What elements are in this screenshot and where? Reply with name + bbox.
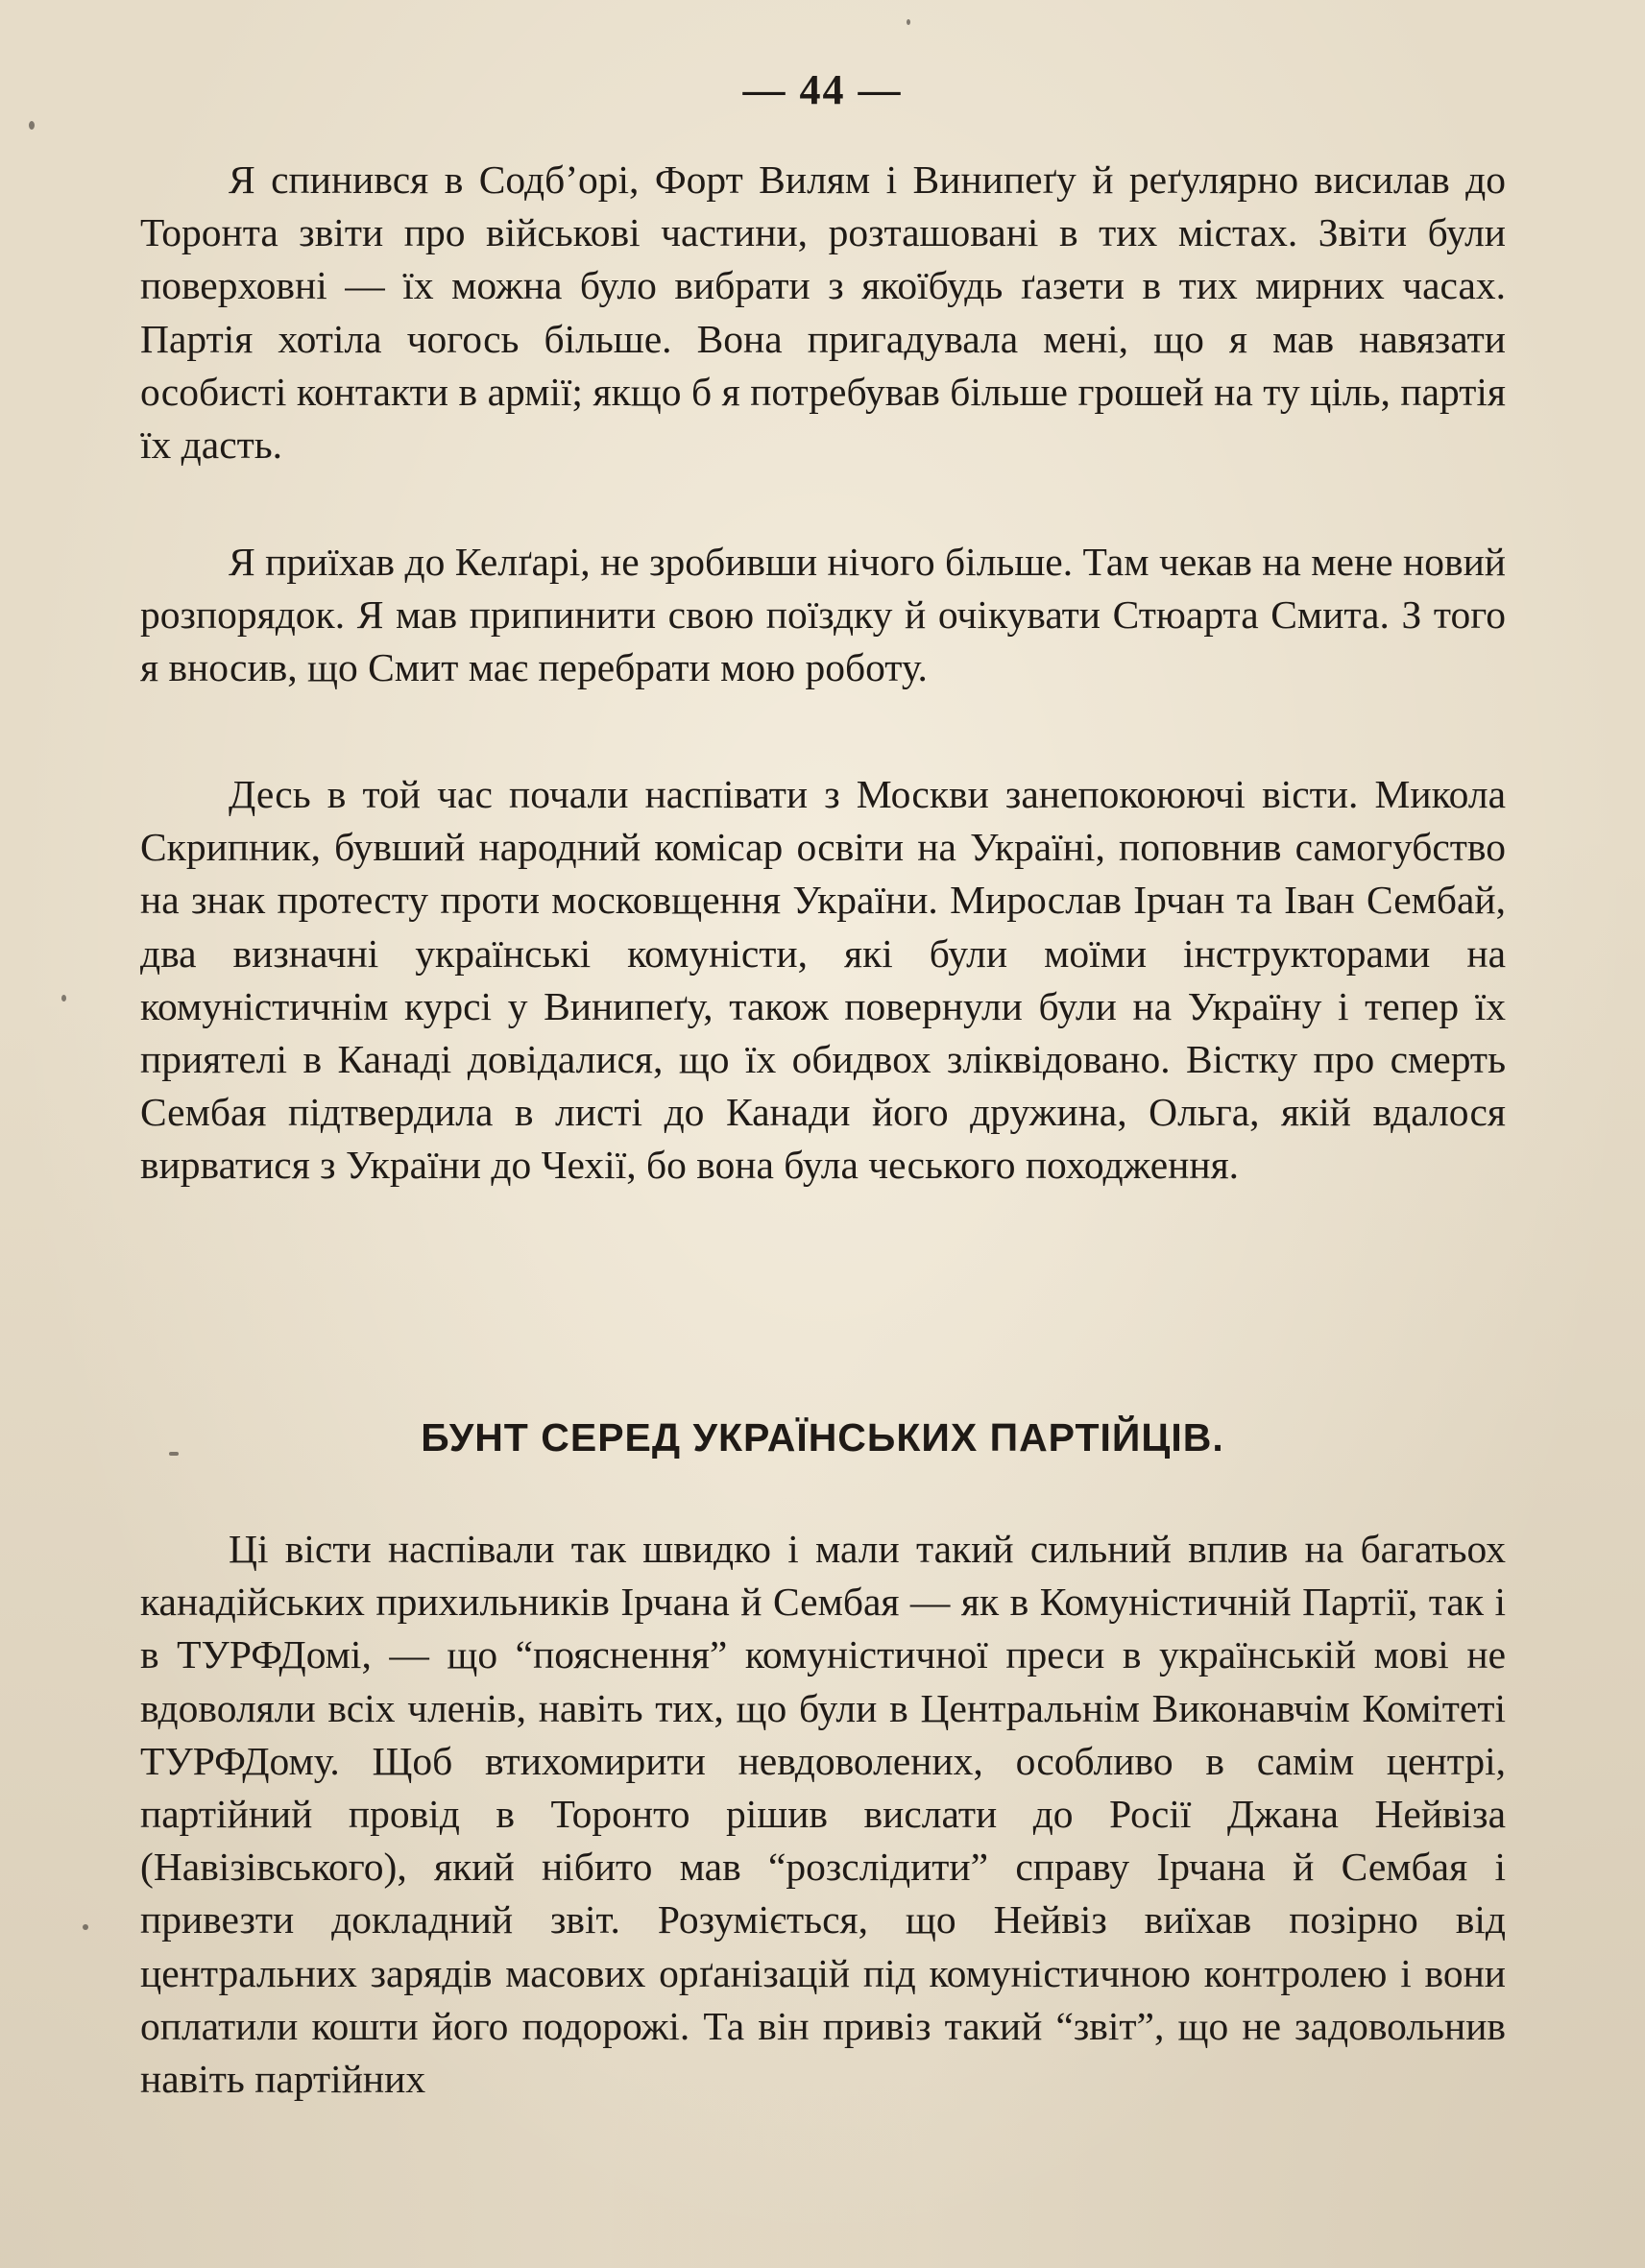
paragraph-4: Ці вісти наспівали так швидко і мали такий сильний вплив на багатьох канадійських прихильників Ірчана й Сембая — як в Комуністичній Партії, так і в ТУРФДомі, — що “пояснення” комуністичної преси в українській мові не вдоволяли всіх членів, навіть тих, що були в Центральнім Виконавчім Комітеті ТУРФДому. Щоб втихомирити невдоволених, особливо в самім центрі, партійний провід в Торонто рішив вислати до Росії Джана Нейвіза (Навізівського), який нібито мав “розслідити” справу Ірчана й Сембая і привезти докладний звіт. Розуміється, що Нейвіз виїхав позірно від центральних зарядів масових орґанізацій під комуністичною контролею і вони оплатили кошти його подорожі. Та він привіз такий “звіт”, що не задовольнив навіть партійних — [140, 1527, 1506, 2102]
print-speck — [169, 1452, 179, 1456]
print-speck — [907, 19, 910, 25]
paragraph-3: Десь в той час почали наспівати з Москви занепокоюючі вісти. Микола Скрипник, бувший народний комісар освіти на Україні, поповнив самогубство на знак протесту проти московщення України. Мирослав Ірчан та Іван Сембай, два визначні українські комуністи, які були моїми інструкторами на комуністичнім курсі у Винипеґу, також повернули були на Україну і тепер їх приятелі в Канаді довідалися, що їх обидвох зліквідовано. Вістку про смерть Сембая підтвердила в листі до Канади його дружина, Ольга, якій вдалося вирватися з України до Чехії, бо вона була чеського походження. — [140, 772, 1506, 1188]
paragraph-4-block — [140, 1523, 1506, 2106]
paragraph-2: Я приїхав до Келґарі, не зробивши нічого більше. Там чекав на мене новий розпорядок. Я мав припинити свою поїздку й очікувати Стюарта Смита. З того я вносив, що Смит має перебрати мою роботу. — [140, 540, 1506, 690]
paragraph-1-block — [140, 154, 1506, 471]
print-speck — [29, 121, 35, 130]
print-speck — [83, 1924, 88, 1930]
print-speck — [61, 995, 66, 1001]
paragraph-1: Я спинився в Содбʼорі, Форт Вилям і Винипеґу й реґулярно висилав до Торонта звіти про військові частини, розташовані в тих містах. Звіти були поверховні — їх можна було вибрати з якоїбудь ґазети в тих мирних часах. Партія хотіла чогось більше. Вона пригадувала мені, що я мав навязати особисті контакти в армії; якщо б я потребував більше грошей на ту ціль, партія їх дасть. — [140, 157, 1506, 468]
page-number: — 44 — — [742, 66, 903, 113]
paragraph-2-block — [140, 536, 1506, 695]
paragraph-3-block — [140, 768, 1506, 1193]
section-heading: БУНТ СЕРЕД УКРАЇНСЬКИХ ПАРТІЙЦІВ. — [421, 1415, 1224, 1460]
